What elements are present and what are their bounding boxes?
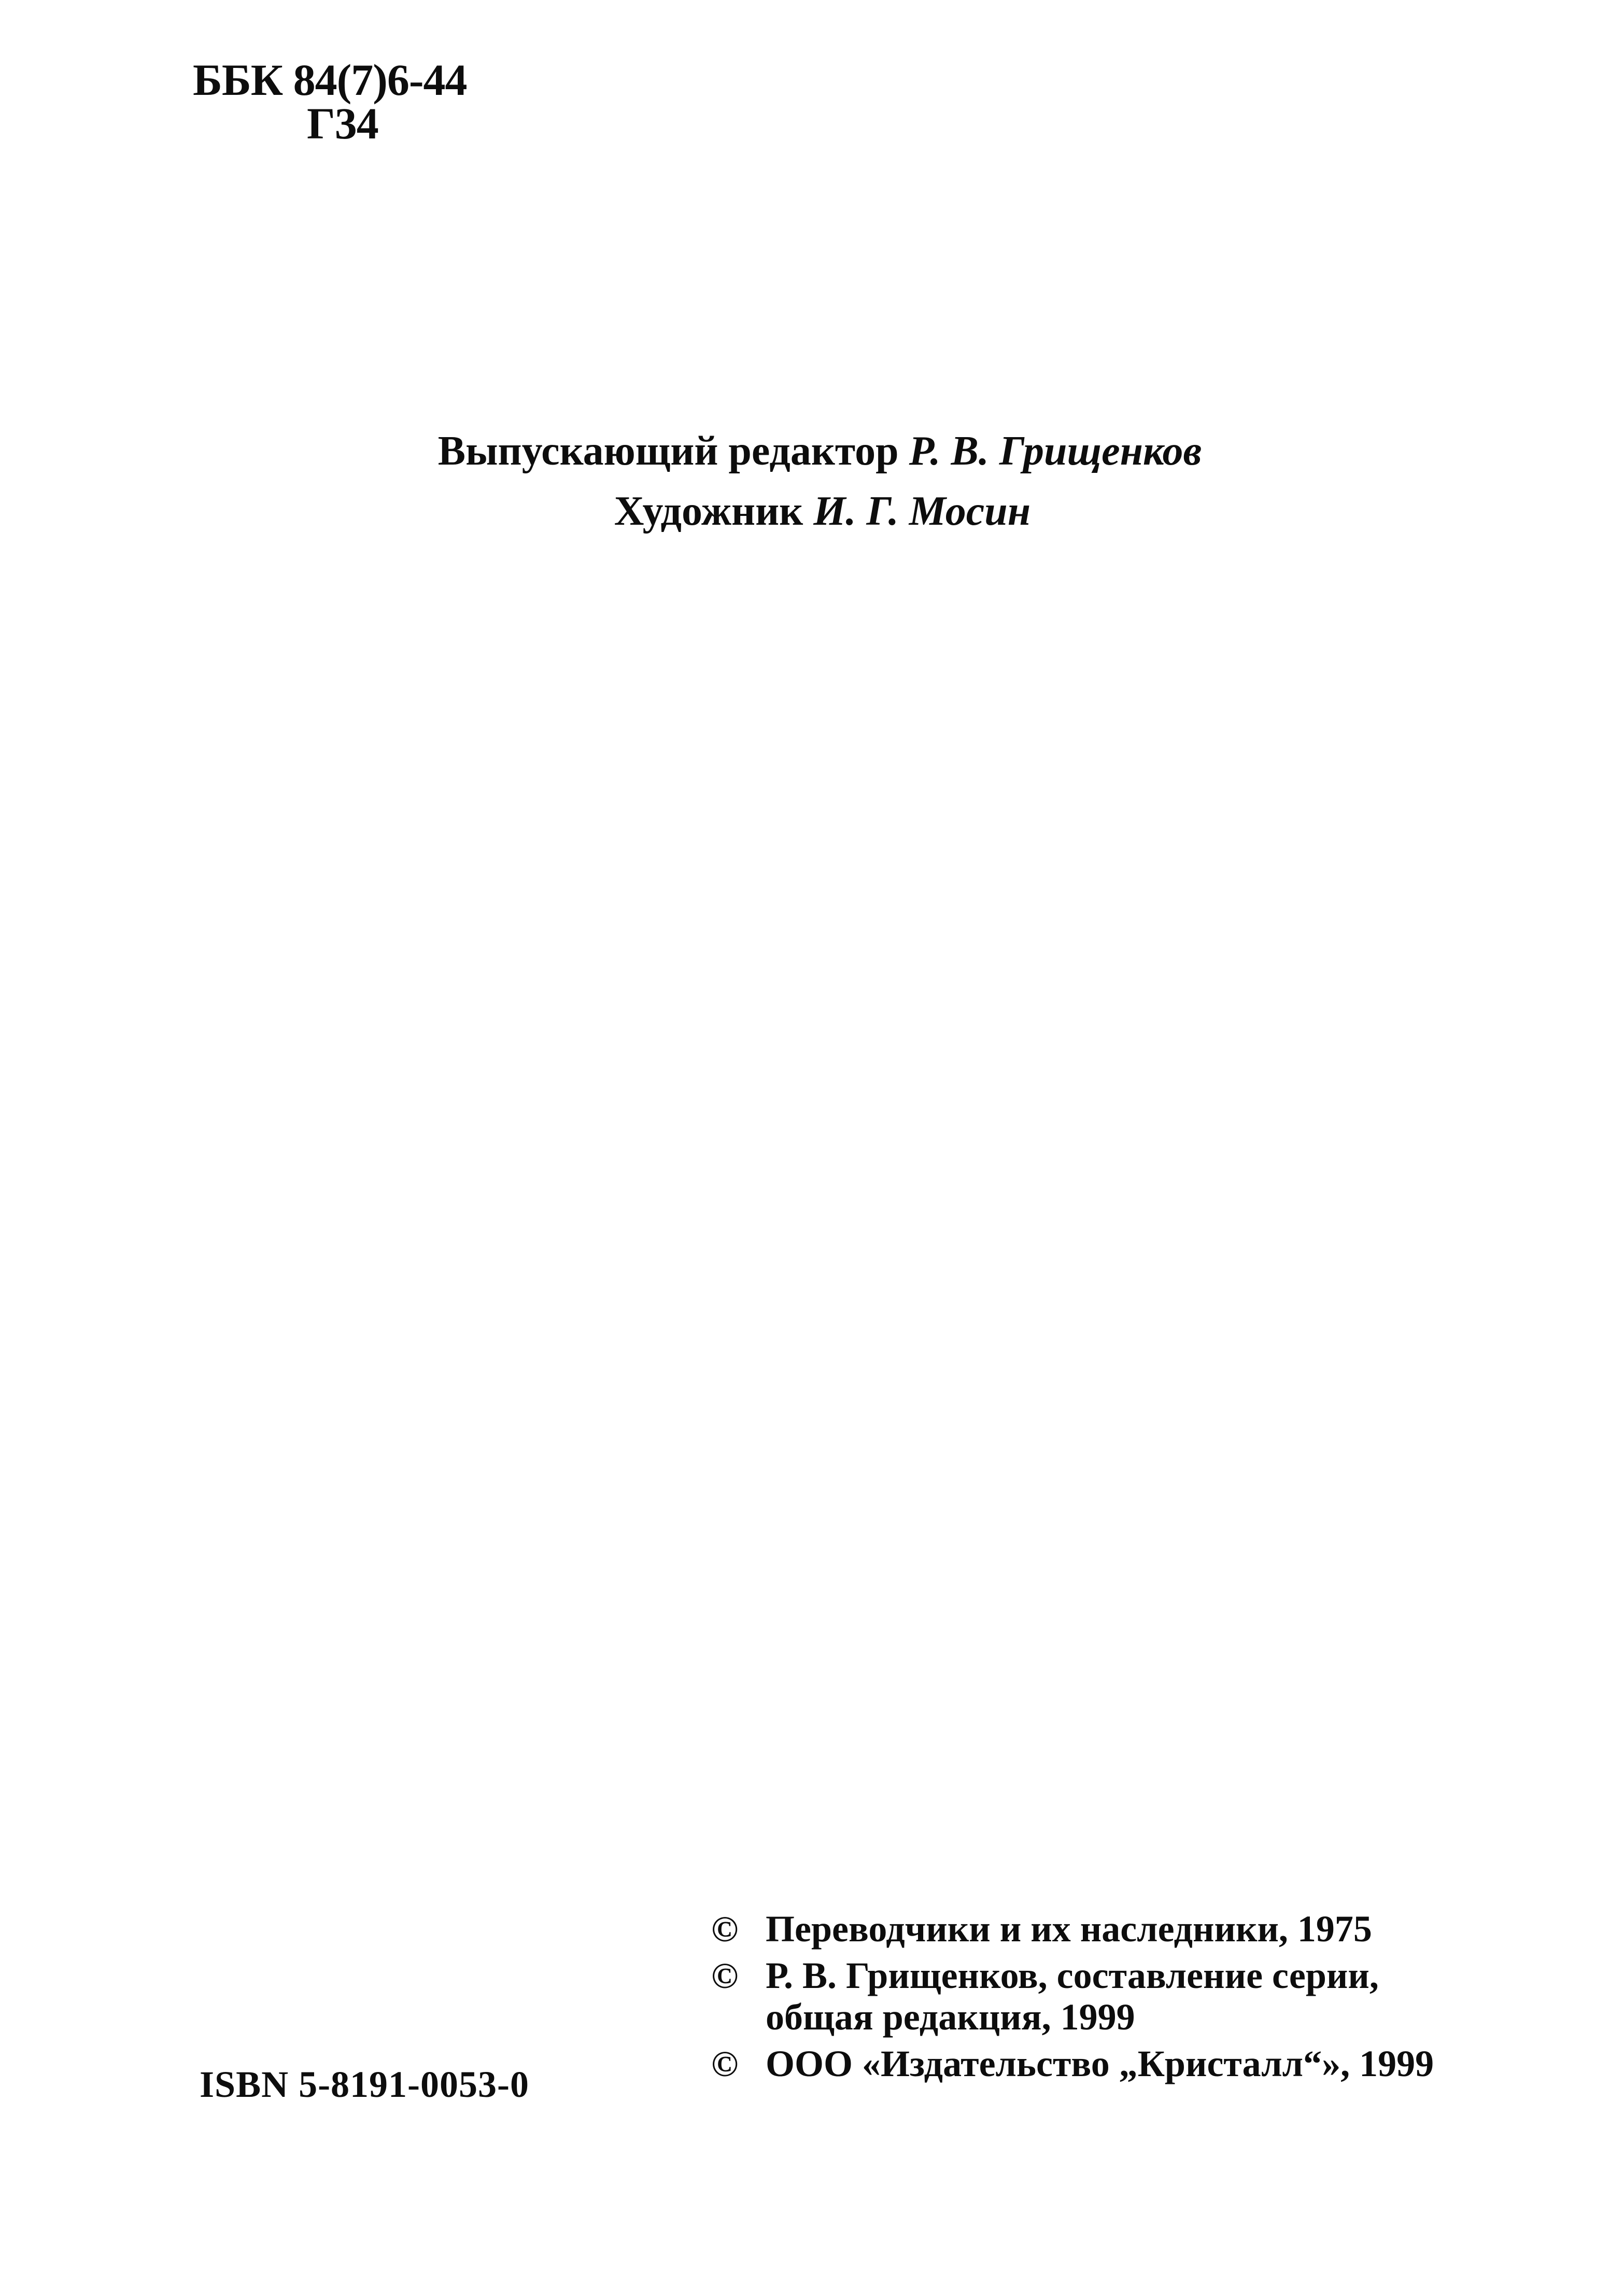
copyright-list — [711, 1908, 1434, 2084]
credits-block — [0, 421, 1624, 541]
copyright-line: ООО «Издательство „Кристалл“», 1999 — [766, 2043, 1434, 2084]
isbn: ISBN 5-8191-0053-0 — [200, 2064, 530, 2105]
bbk-code: ББК 84(7)6-44 — [193, 55, 467, 105]
editor-credit — [0, 421, 1624, 481]
author-mark: Г34 — [307, 99, 378, 148]
copyright-line: общая редакция, 1999 — [766, 1996, 1135, 2038]
editor-role: Выпускающий редактор — [437, 428, 899, 474]
bbk-classification — [193, 55, 467, 148]
copyright-line: Р. В. Грищенков, составление серии, — [766, 1955, 1379, 1996]
copyright-icon: © — [711, 1956, 739, 1996]
copyright-icon: © — [711, 1910, 739, 1950]
copyright-line: Переводчики и их наследники, 1975 — [766, 1908, 1372, 1950]
copyright-item — [711, 1955, 1434, 2038]
copyright-item — [711, 1908, 1434, 1950]
artist-role: Художник — [614, 488, 803, 534]
artist-credit — [0, 481, 1624, 541]
copyright-icon: © — [711, 2044, 739, 2084]
artist-name: И. Г. Мосин — [813, 488, 1031, 534]
editor-name: Р. В. Грищенков — [909, 428, 1202, 474]
copyright-item — [711, 2043, 1434, 2084]
